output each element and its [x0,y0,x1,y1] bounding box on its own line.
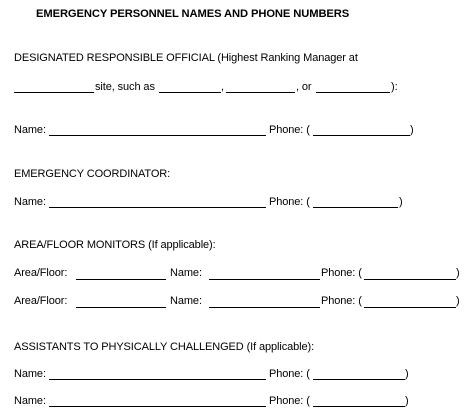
assistant-2-name-field[interactable] [49,406,266,407]
assistant-1-phone-label: Phone: ( [269,368,310,380]
assistant-2-phone-field[interactable] [313,406,405,407]
coordinator-name-label: Name: [14,196,46,208]
assistant-2-name-label: Name: [14,395,46,407]
monitor-2-phone-field[interactable] [364,307,456,308]
official-name-field[interactable] [49,135,266,136]
monitor-2-area-field[interactable] [76,307,166,308]
official-phone-close: ) [410,124,414,136]
coordinator-heading: EMERGENCY COORDINATOR: [14,168,171,180]
assistants-heading: ASSISTANTS TO PHYSICALLY CHALLENGED (If applicable): [14,341,315,353]
monitor-1-phone-field[interactable] [364,279,456,280]
monitor-2-name-field[interactable] [209,307,320,308]
monitor-1-area-label: Area/Floor: [14,267,68,279]
designated-official-heading: DESIGNATED RESPONSIBLE OFFICIAL (Highest Ranking Manager at [14,52,358,64]
coordinator-name-field[interactable] [49,207,266,208]
manager-example-2-blank[interactable] [226,92,295,93]
monitor-1-area-field[interactable] [76,279,166,280]
manager-example-1-blank[interactable] [159,92,221,93]
or-separator: , or [296,81,312,93]
closing-paren: ): [391,81,398,93]
manager-example-3-blank[interactable] [316,92,390,93]
monitor-2-area-label: Area/Floor: [14,295,68,307]
official-phone-field[interactable] [313,135,410,136]
comma-separator: , [221,81,224,93]
form-title: EMERGENCY PERSONNEL NAMES AND PHONE NUMBERS [36,8,350,20]
monitor-1-name-label: Name: [170,267,202,279]
coordinator-phone-field[interactable] [313,207,398,208]
monitor-2-phone-label: Phone: ( [321,295,362,307]
monitor-1-name-field[interactable] [209,279,320,280]
monitor-1-phone-close: ) [456,267,460,279]
coordinator-phone-close: ) [399,196,403,208]
coordinator-phone-label: Phone: ( [269,196,310,208]
monitor-2-phone-close: ) [456,295,460,307]
monitor-2-name-label: Name: [170,295,202,307]
assistant-1-phone-close: ) [405,368,409,380]
monitor-1-phone-label: Phone: ( [321,267,362,279]
assistant-2-phone-close: ) [405,395,409,407]
site-name-blank[interactable] [14,92,94,93]
site-such-as-text: site, such as [95,81,155,93]
monitors-heading: AREA/FLOOR MONITORS (If applicable): [14,239,216,251]
official-phone-label: Phone: ( [269,124,310,136]
assistant-1-phone-field[interactable] [313,379,405,380]
official-name-label: Name: [14,124,46,136]
assistant-1-name-label: Name: [14,368,46,380]
assistant-2-phone-label: Phone: ( [269,395,310,407]
assistant-1-name-field[interactable] [49,379,266,380]
